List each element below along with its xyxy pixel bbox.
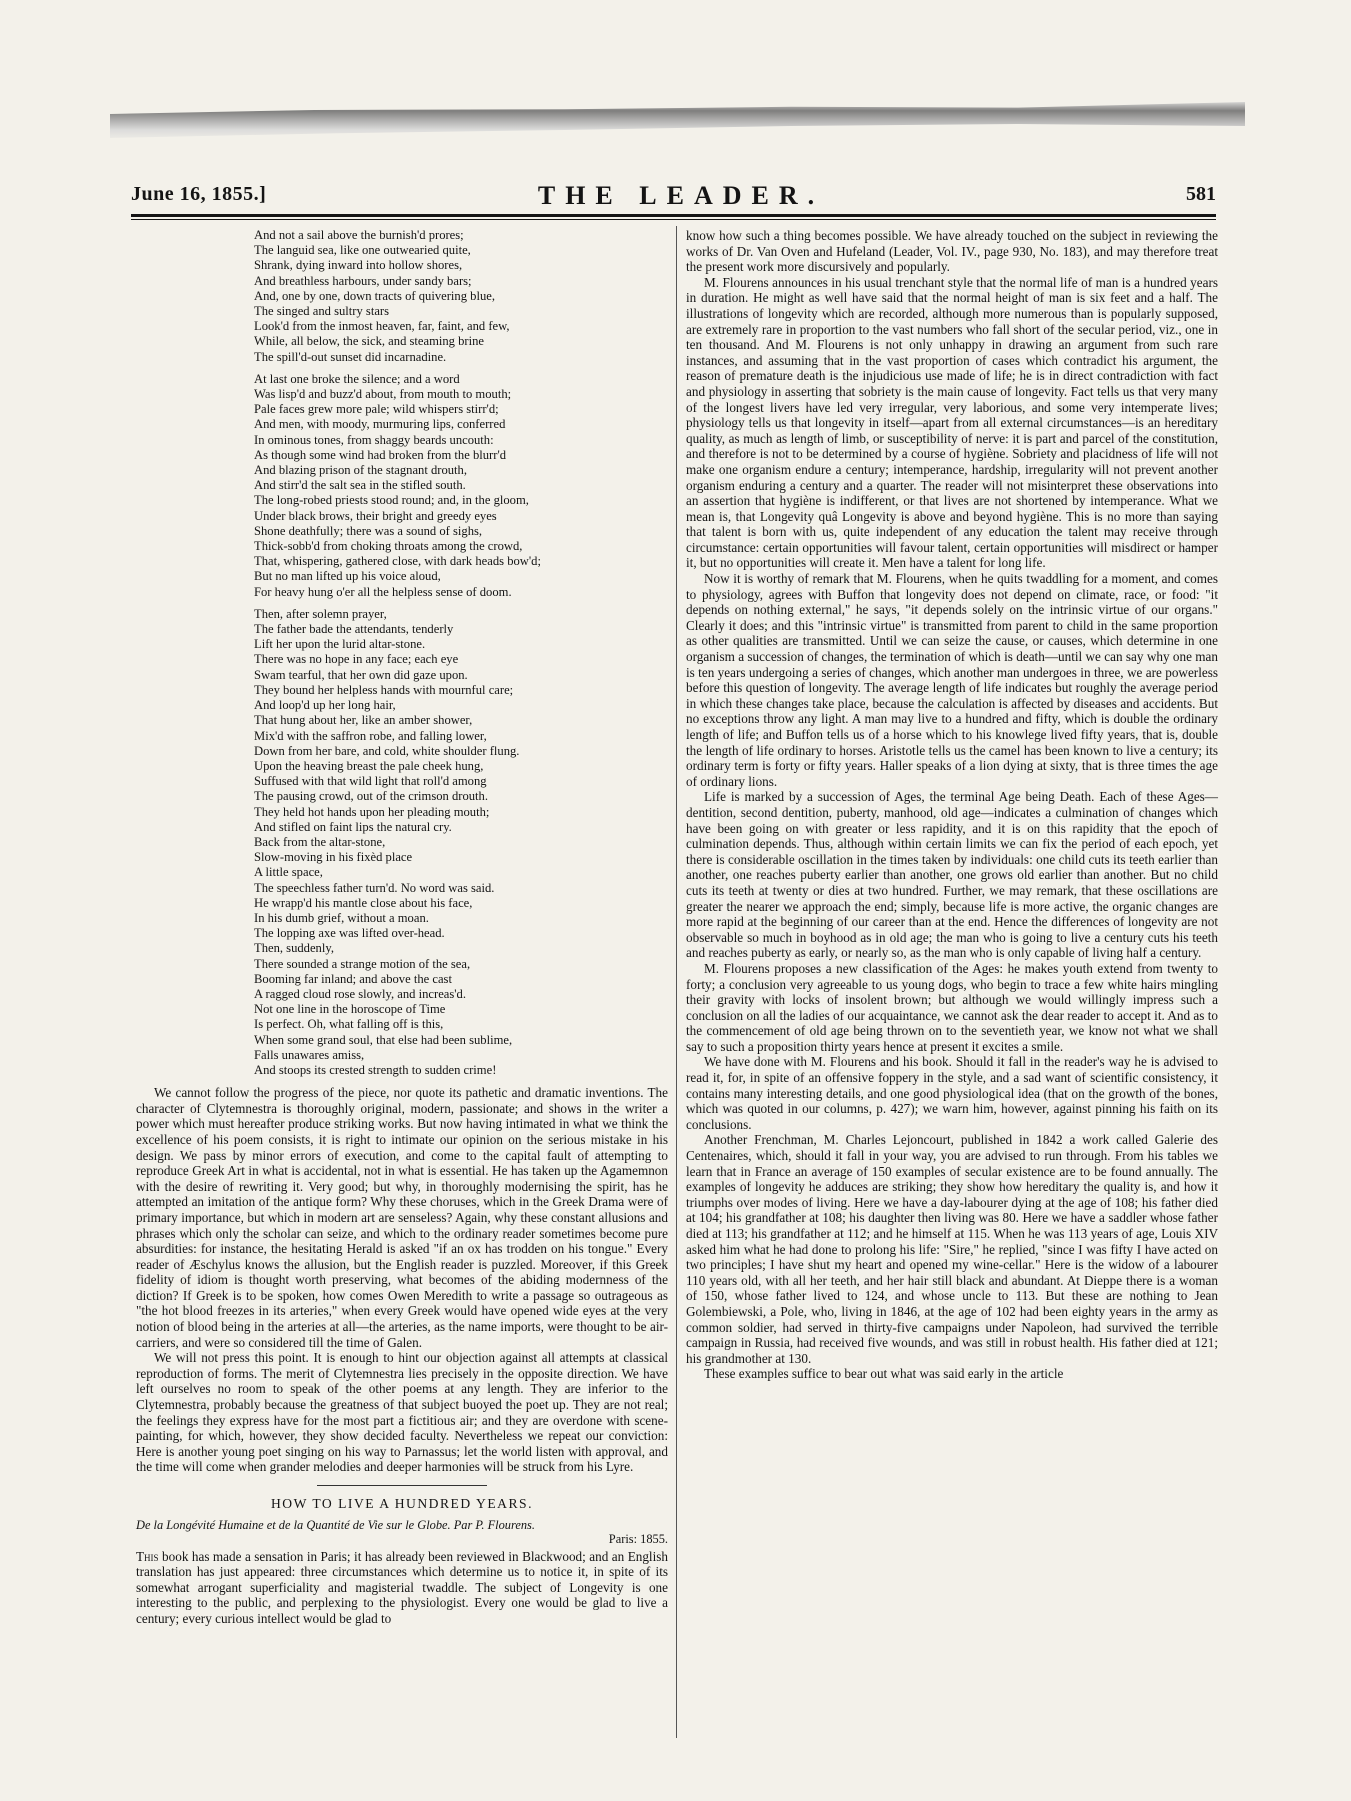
poem-line: The pausing crowd, out of the crimson drouth. <box>254 789 488 804</box>
poem-line: Then, suddenly, <box>254 941 334 956</box>
article-paragraph: Another Frenchman, M. Charles Lejoncourt, published in 1842 a work called Galerie des Centenaires, which, should it fall in your way, you are advised to run through. From his tables we learn that in France an average of 150 examples of secular existence are to be found annually. The examples of longevity he adduces are striking; they show how hereditary the quality is, and how it triumphs over modes of living. Here we have a day-labourer dying at the age of 108; his father died at 104; his grandfather at 108; his daughter then living was 80. Here we have a saddler whose father died at 113; his grandfather at 112; and he himself at 115. When he was 113 years of age, Louis XIV asked him what he had done to prolong his life: "Sire," he replied, "since I was fifty I have acted on two principles; I have shut my heart and opened my wine-cellar." Here is the widow of a labourer 110 years old, with all her teeth, and her hair still black and abundant. At Dieppe there is a woman of 150, whose father lived to 124, and whose uncle to 113. But these are nothing to Jean Golembiewski, a Pole, who, living in 1846, at the age of 102 had been eighty years in the army as common soldier, had served in thirty-five campaigns under Napoleon, had survived the terrible campaign in Russia, had received five wounds, and was still in robust health. His father died at 121; his grandmother at 130. <box>686 1132 1218 1366</box>
right-column <box>686 228 1218 1382</box>
article-lead-paragraph <box>136 1549 668 1627</box>
poem-line: The lopping axe was lifted over-head. <box>254 926 445 941</box>
poem-line: But no man lifted up his voice aloud, <box>254 569 441 584</box>
article-paragraph: M. Flourens announces in his usual trenchant style that the normal life of man is a hundred years in duration. He might as well have said that the normal height of man is six feet and a half. The illustrations of longevity which are recorded, although more numerous than is popularly supposed, are extremely rare in proportion to the vast numbers who fall short of the secular period, viz., one in ten thousand. And M. Flourens is not only unhappy in drawing an argument from such rare instances, and assuming that in the vast proportion of cases which contradict his argument, the reason of premature death is the injudicious use made of life; he is in direct contradiction with fact and physiology in asserting that sobriety is the main cause of longevity. Fact tells us that very many of the longest livers have led very irregular, very laborious, and some very intemperate lives; physiology tells us that longevity in itself—apart from all external circumstances—is an hereditary quality, as much as length of limb, or susceptibility of nerve: it is part and parcel of the constitution, and therefore is not to be determined by a course of hygiène. Sobriety and placidness of life will not make one organism endure a century; intemperance, hardship, irregularity will not prevent another organism enduring a century and a quarter. The reader will not misinterpret these observations into an assertion that hygiène is indifferent, or that lives are not shortened by intemperance. What we mean is, that Longevity quâ Longevity is above and beyond hygiène. This is no more than saying that talent is born with us, quite independent of any education the talent may receive through circumstance: certain opportunities will favour talent, certain opportunities will misdirect or hamper it, but no opportunities will create it. Men have a talent for long life. <box>686 274 1218 571</box>
poem-line: The speechless father turn'd. No word was said. <box>254 880 495 895</box>
poem-line: Mix'd with the saffron robe, and falling lower, <box>254 728 487 743</box>
poem <box>254 228 668 1078</box>
poem-line: They bound her helpless hands with mournful care; <box>254 682 514 697</box>
poem-line: And not a sail above the burnish'd prores; <box>254 228 464 242</box>
article-separator <box>317 1485 487 1486</box>
article-paragraph: know how such a thing becomes possible. We have already touched on the subject in reviewing the works of Dr. Van Oven and Hufeland (Leader, Vol. IV., page 930, No. 183), and may therefore treat the present work more discursively and popularly. <box>686 228 1218 275</box>
poem-line: Upon the heaving breast the pale cheek hung, <box>254 758 484 773</box>
article-paragraph: Life is marked by a succession of Ages, the terminal Age being Death. Each of these Ages—dentition, second dentition, puberty, manhood, old age—indicates a culmination of changes which have been going on with greater or less rapidity, and it is on this rapidity that the epoch of culmination depends. Thus, although within certain limits we can fix the period of each epoch, yet there is considerable oscillation in the times taken by individuals: one child cuts its teeth earlier than another, one reaches puberty earlier than another, one grows old earlier than another. But no child cuts its teeth at twenty or dies at two hundred. Further, we may remark, that these oscillations are greater the nearer we approach the end; simply, because life is more active, the organic changes are more rapid at the beginning of our career than at the end. Hence the differences of longevity are not observable so much in boyhood as in old age; the man who is going to live a century cuts his teeth and reaches puberty as early, or nearly so, as the man who is only capable of living half a century. <box>686 789 1218 961</box>
poem-line: For heavy hung o'er all the helpless sense of doom. <box>254 584 512 599</box>
poem-line: Suffused with that wild light that roll'd among <box>254 774 487 789</box>
review-text <box>136 1085 668 1475</box>
poem-line: While, all below, the sick, and steaming brine <box>254 334 485 349</box>
issue-date: June 16, 1855.] <box>131 183 267 205</box>
poem-line: And stoops its crested strength to sudden crime! <box>254 1062 497 1077</box>
poem-line: There was no hope in any face; each eye <box>254 652 459 667</box>
poem-line: Booming far inland; and above the cast <box>254 971 452 986</box>
poem-line: Not one line in the horoscope of Time <box>254 1002 446 1017</box>
article-paragraph: Now it is worthy of remark that M. Flourens, when he quits twaddling for a moment, and comes to physiology, agrees with Buffon that longevity does not depend on climate, race, or food: "it depends on nothing external," he says, "it depends solely on the intrinsic virtue of our organs." Clearly it does; and this "intrinsic virtue" is transmitted from parent to child in the same proportion as other qualities are transmitted. Until we can seize the cause, or causes, which determine in one organism a succession of changes, the termination of which is death—until we can say why one man is ten years undergoing a series of changes, which another man undergoes in three, we are powerless before this question of longevity. The average length of life indicates but roughly the average period in which these changes take place, because the calculation is affected by diseases and accidents. But no exceptions throw any light. A man may live to a hundred and fifty, which is double the ordinary length of life; and Buffon tells us of a horse which to his knowlege lived fifty years, that is, double the length of life ordinary to horses. Aristotle tells us the camel has been known to live a century; its ordinary term is forty or fifty years. Haller speaks of a lion dying at sixty, that is three times the age of ordinary lions. <box>686 571 1218 789</box>
poem-line: Under black brows, their bright and greedy eyes <box>254 508 497 523</box>
poem-line: A ragged cloud rose slowly, and increas'd. <box>254 986 466 1001</box>
poem-line: And men, with moody, murmuring lips, conferred <box>254 417 506 432</box>
poem-line: That hung about her, like an amber shower, <box>254 713 473 728</box>
poem-line: Back from the altar-stone, <box>254 834 386 849</box>
page-number: 581 <box>1186 183 1216 205</box>
poem-line: The singed and sultry stars <box>254 304 390 319</box>
article-place-date: Paris: 1855. <box>608 1531 668 1546</box>
article-paragraph: We have done with M. Flourens and his book. Should it fall in the reader's way he is advised to read it, for, in spite of an offensive foppery in the style, and a sad want of scientific consistency, it contains many interesting details, and one good physiological idea (that on the growth of the bones, which was quoted in our columns, p. 427); we warn him, however, against pinning his faith on its conclusions. <box>686 1054 1218 1132</box>
poem-line: Look'd from the inmost heaven, far, faint, and few, <box>254 319 510 334</box>
poem-line: Lift her upon the lurid altar-stone. <box>254 637 426 652</box>
article-paragraph: These examples suffice to bear out what was said early in the article <box>704 1366 1064 1382</box>
poem-line: In his dumb grief, without a moan. <box>254 910 429 925</box>
poem-line: Shone deathfully; there was a sound of sighs, <box>254 523 483 538</box>
poem-line: He wrapp'd his mantle close about his face, <box>254 895 473 910</box>
poem-line: Slow-moving in his fixèd place <box>254 850 413 865</box>
article-source: De la Longévité Humaine et de la Quantité de Vie sur le Globe. Par P. Flourens. <box>136 1517 535 1532</box>
poem-line: Is perfect. Oh, what falling off is this, <box>254 1017 444 1032</box>
article-paragraph: M. Flourens proposes a new classification of the Ages: he makes youth extend from twenty to forty; a conclusion very agreeable to us young dogs, who begin to trace a few white hairs mingling their gravity with locks of insolent brown; but although we would willingly impress such a conclusion on all the ladies of our acquaintance, we cannot ask the dear reader to accept it. And as to the commencement of old age being thrown on to the seventieth year, we know not what we shall say to such a proposition thirty years hence at present it excites a smile. <box>686 960 1218 1054</box>
poem-line: And loop'd up her long hair, <box>254 698 396 713</box>
poem-line: Falls unawares amiss, <box>254 1047 365 1062</box>
poem-line: The spill'd-out sunset did incarnadine. <box>254 349 447 364</box>
poem-line: Down from her bare, and cold, white shoulder flung. <box>254 743 520 758</box>
left-column <box>136 228 668 1627</box>
poem-line: Thick-sobb'd from choking throats among the crowd, <box>254 539 523 554</box>
poem-line: At last one broke the silence; and a word <box>254 371 460 386</box>
poem-line: Pale faces grew more pale; wild whispers stirr'd; <box>254 402 499 417</box>
poem-stanza <box>254 372 668 600</box>
lead-text: book has made a sensation in Paris; it has already been reviewed in Blackwood; and an English translation has just appeared: three circumstances which determine us to notice it, in spite of its somewhat arrogant superficiality and magisterial twaddle. The subject of Longevity is one interesting to the public, and perplexing to the physiologist. Every one would be glad to live a century; every curious intellect would be glad to <box>136 1548 668 1626</box>
poem-line: Shrank, dying inward into hollow shores, <box>254 258 463 273</box>
header-rule <box>131 214 1216 217</box>
poem-line: And stifled on faint lips the natural cry. <box>254 819 452 834</box>
poem-line: And breathless harbours, under sandy bars; <box>254 273 472 288</box>
poem-line: And, one by one, down tracts of quivering blue, <box>254 288 495 303</box>
masthead: THE LEADER. <box>537 181 825 210</box>
review-paragraph: We cannot follow the progress of the piece, nor quote its pathetic and dramatic inventions. The character of Clytemnestra is thoroughly original, modern, passionate; and shows in the writer a power which must hereafter produce striking works. But now having intimated in what we think the excellence of his poem consists, it is right to intimate our opinion on the serious mistake in his design. We pass by minor errors of execution, and come to the capital fault of attempting to reproduce Greek Art in what is accidental, not in what is essential. He has taken up the Agamemnon with the desire of rewriting it. Very good; but why, in thoroughly modernising the spirit, has he attempted an imitation of the antique form? Why these choruses, which in the Greek Drama were of primary importance, but which in modern art are senseless? Again, why these constant allusions and phrases which only the scholar can seize, and which to the ordinary reader sometimes become pure absurdities: for instance, the hesitating Herald is asked "if an ox has trodden on his tongue." Every reader of Æschylus knows the allusion, but the English reader is puzzled. Moreover, if this Greek fidelity of idiom is thought worth preserving, what becomes of the abiding modernness of the diction? If Greek is to be spoken, how comes Owen Meredith to write a passage so outrageous as "the hot blood freezes in its arteries," when every Greek would have opened wide eyes at the very notion of blood being in the arteries at all—the arteries, as the name imports, were thought to be air-carriers, and were so considered till the time of Galen. <box>136 1085 668 1350</box>
review-paragraph: We will not press this point. It is enough to hint our objection against all attempts at classical reproduction of forms. The merit of Clytemnestra lies precisely in the opposite direction. We have left ourselves no room to speak of the other poems at any length. They are inferior to the Clytemnestra, probably because the greatness of that subject buoyed the poet up. They are not real; the feelings they express have for the most part a fictitious air; and they are overdone with scene-painting, for which, however, they show decided faculty. Nevertheless we repeat our conviction: Here is another young poet singing on his way to Parnassus; let the world listen with approval, and the time will come when grander melodies and deeper harmonies will be struck from his Lyre. <box>136 1350 668 1475</box>
poem-line: As though some wind had broken from the blurr'd <box>254 447 507 462</box>
column-divider <box>676 226 677 1738</box>
article-title: HOW TO LIVE A HUNDRED YEARS. <box>270 1496 534 1512</box>
poem-line: The long-robed priests stood round; and, in the gloom, <box>254 493 529 508</box>
poem-line: The languid sea, like one outwearied quite, <box>254 243 471 258</box>
poem-line: Swam tearful, that her own did gaze upon. <box>254 667 468 682</box>
poem-line: Then, after solemn prayer, <box>254 606 387 621</box>
poem-stanza <box>254 607 668 1078</box>
poem-stanza <box>254 228 668 365</box>
poem-line: And blazing prison of the stagnant drouth, <box>254 463 468 478</box>
poem-line: They held hot hands upon her pleading mouth; <box>254 804 490 819</box>
header-rule-thin <box>131 219 1216 220</box>
poem-line: There sounded a strange motion of the sea, <box>254 956 471 971</box>
poem-line: Was lisp'd and buzz'd about, from mouth to mouth; <box>254 387 512 402</box>
lead-word: This <box>136 1548 159 1564</box>
page-header <box>131 183 1216 211</box>
poem-line: And stirr'd the salt sea in the stifled south. <box>254 478 466 493</box>
poem-line: When some grand soul, that else had been sublime, <box>254 1032 513 1047</box>
poem-line: A little space, <box>254 865 323 880</box>
poem-line: That, whispering, gathered close, with dark heads bow'd; <box>254 554 541 569</box>
poem-line: In ominous tones, from shaggy beards uncouth: <box>254 432 494 447</box>
page-top-texture <box>110 102 1245 142</box>
poem-line: The father bade the attendants, tenderly <box>254 622 454 637</box>
